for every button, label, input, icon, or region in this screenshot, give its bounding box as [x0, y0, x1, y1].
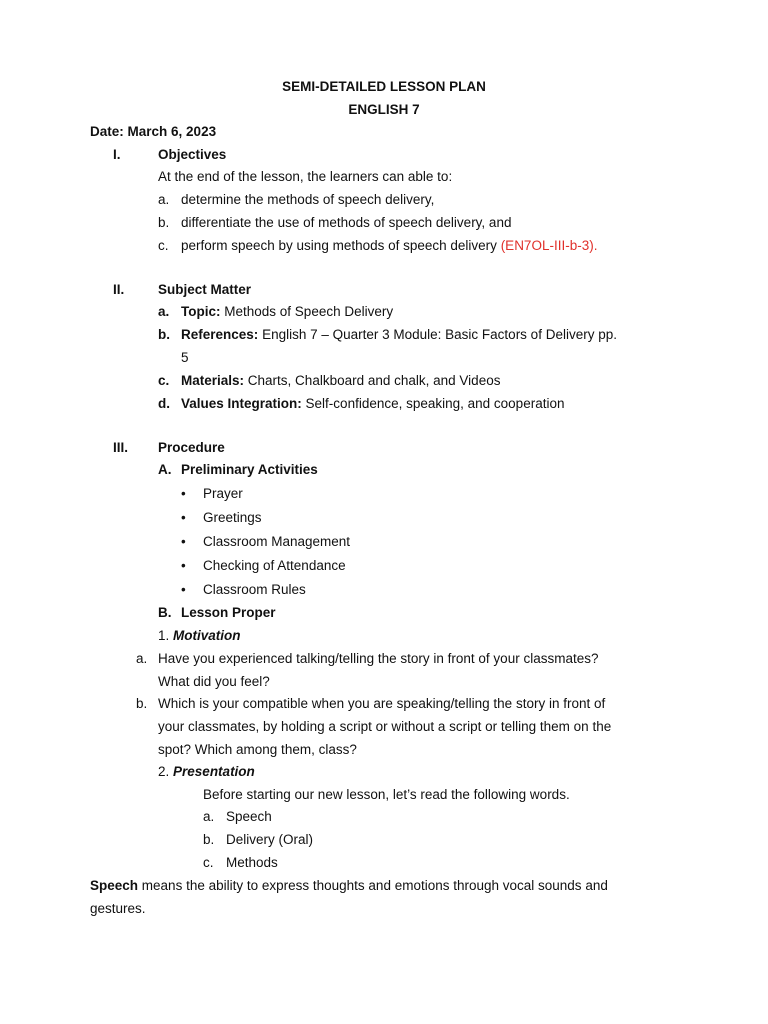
subject-item-value: English 7 – Quarter 3 Module: Basic Factors of Delivery pp.: [262, 327, 617, 342]
date-line: [90, 124, 216, 140]
question-text: Have you experienced talking/telling the story in front of your classmates?: [158, 651, 599, 666]
bullet-item: Classroom Management: [203, 534, 351, 549]
objective-text: perform speech by using methods of speech delivery: [181, 238, 497, 253]
question-text: spot? Which among them, class?: [158, 742, 357, 757]
bullet-item: Greetings: [203, 510, 262, 525]
bullet-icon: •: [181, 582, 186, 597]
subject-item-value: Methods of Speech Delivery: [224, 304, 394, 319]
definition-line: [90, 878, 608, 894]
word-item: Delivery (Oral): [226, 832, 314, 847]
step-number: 2.: [158, 764, 170, 779]
objective-marker: a.: [158, 192, 170, 207]
bullet-icon: •: [181, 510, 186, 525]
subsection-heading-preliminary: Preliminary Activities: [181, 462, 318, 477]
date-label: Date:: [90, 124, 124, 139]
section-numeral-procedure: III.: [113, 440, 129, 455]
subject-item-references: [181, 327, 617, 343]
subject-item-label: References:: [181, 327, 259, 342]
objective-marker: b.: [158, 215, 170, 230]
question-marker: a.: [136, 651, 148, 666]
competency-code-period: .: [593, 238, 598, 253]
subject-item-value-continued: 5: [181, 350, 189, 365]
bullet-item: Prayer: [203, 486, 243, 501]
subsection-marker: B.: [158, 605, 172, 620]
subject-item-values: [181, 396, 564, 412]
objective-text: differentiate the use of methods of speech delivery, and: [181, 215, 512, 230]
section-numeral-subject-matter: II.: [113, 282, 125, 297]
subject-item-label: Materials:: [181, 373, 245, 388]
question-text: your classmates, by holding a script or without a script or telling them on the: [158, 719, 612, 734]
subsection-marker: A.: [158, 462, 172, 477]
motivation-line: [158, 628, 241, 644]
document-title: SEMI-DETAILED LESSON PLAN: [282, 79, 486, 94]
bullet-icon: •: [181, 486, 186, 501]
date-value: March 6, 2023: [127, 124, 217, 139]
bullet-icon: •: [181, 558, 186, 573]
subject-item-marker: a.: [158, 304, 170, 319]
subject-item-marker: d.: [158, 396, 170, 411]
competency-code: (EN7OL-III-b-3): [500, 238, 594, 253]
bullet-item: Classroom Rules: [203, 582, 306, 597]
objectives-intro: At the end of the lesson, the learners can able to:: [158, 169, 453, 184]
section-heading-objectives: Objectives: [158, 147, 227, 162]
section-heading-procedure: Procedure: [158, 440, 225, 455]
definition-text-continued: gestures.: [90, 901, 146, 916]
subject-item-marker: b.: [158, 327, 170, 342]
question-text: Which is your compatible when you are speaking/telling the story in front of: [158, 696, 606, 711]
objective-marker: c.: [158, 238, 169, 253]
bullet-icon: •: [181, 534, 186, 549]
definition-term: Speech: [90, 878, 139, 893]
subject-item-label: Values Integration:: [181, 396, 302, 411]
subject-item-topic: [181, 304, 393, 320]
objective-text: determine the methods of speech delivery,: [181, 192, 435, 207]
step-number: 1.: [158, 628, 170, 643]
definition-text: means the ability to express thoughts and emotions through vocal sounds and: [141, 878, 608, 893]
subject-item-value: Charts, Chalkboard and chalk, and Videos: [247, 373, 501, 388]
subject-item-marker: c.: [158, 373, 170, 388]
word-item: Methods: [226, 855, 278, 870]
presentation-intro: Before starting our new lesson, let’s read the following words.: [203, 787, 570, 802]
word-marker: b.: [203, 832, 215, 847]
bullet-item: Checking of Attendance: [203, 558, 346, 573]
subject-item-materials: [181, 373, 500, 389]
section-numeral-objectives: I.: [113, 147, 121, 162]
subsection-heading-lesson-proper: Lesson Proper: [181, 605, 276, 620]
objective-line: [181, 238, 597, 254]
presentation-line: [158, 764, 255, 780]
question-text: What did you feel?: [158, 674, 270, 689]
step-heading-motivation: Motivation: [173, 628, 241, 643]
subject-item-value: Self-confidence, speaking, and cooperation: [305, 396, 565, 411]
word-marker: c.: [203, 855, 214, 870]
question-marker: b.: [136, 696, 148, 711]
step-heading-presentation: Presentation: [173, 764, 255, 779]
word-item: Speech: [226, 809, 272, 824]
word-marker: a.: [203, 809, 215, 824]
section-heading-subject-matter: Subject Matter: [158, 282, 252, 297]
subject-item-label: Topic:: [181, 304, 221, 319]
document-subject: ENGLISH 7: [348, 102, 420, 117]
